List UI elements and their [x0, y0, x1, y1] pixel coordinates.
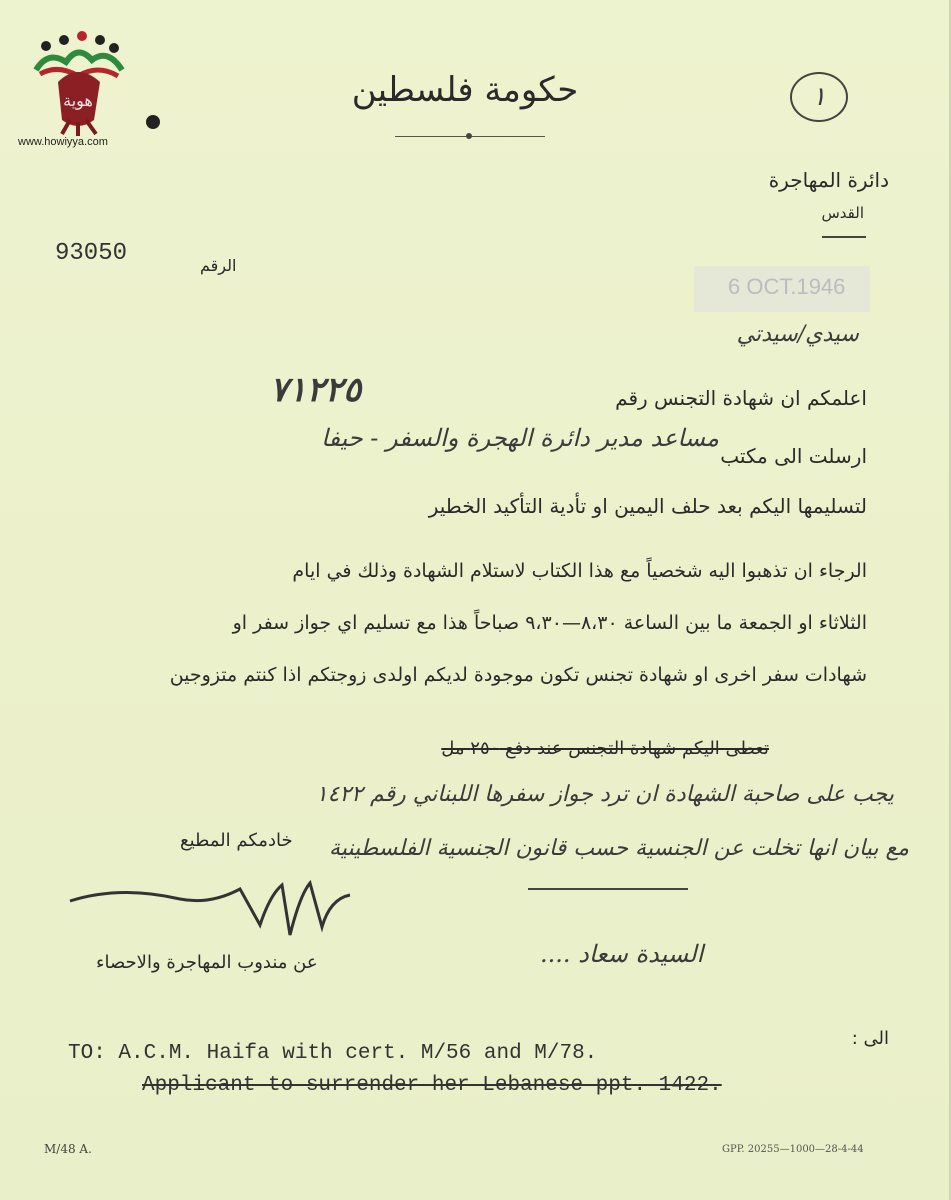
body-paragraph-line-2: الثلاثاء او الجمعة ما بين الساعة ٨،٣٠—٩،٣٠ صباحاً هذا مع تسليم اي جواز سفر او [232, 612, 867, 634]
stamp-date: 6 OCT.1946 [728, 274, 846, 299]
circled-mark-text: ١ [812, 82, 826, 112]
title-rule-dot [466, 133, 472, 139]
ink-blot [146, 115, 160, 129]
certificate-number: ٧١٢٢٥ [270, 370, 362, 410]
body-paragraph-line-3: شهادات سفر اخرى او شهادة تجنس تكون موجودة لديكم اولدى زوجتكم اذا كنتم متزوجين [169, 664, 867, 686]
logo-url: www.howiyya.com [18, 136, 108, 148]
body-line-1: اعلمكم ان شهادة التجنس رقم [615, 386, 867, 410]
on-behalf-line: عن مندوب المهاجرة والاحصاء [96, 952, 318, 973]
struck-fee-line: تعطى اليكم شهادة التجنس عند دفع ٢٥٠ مل [441, 738, 769, 759]
handwritten-note-line-2: مع بيان انها تخلت عن الجنسية حسب قانون الجنسية الفلسطينية [329, 836, 909, 861]
logo-wordmark: هوية [63, 91, 93, 110]
department-name: دائرة المهاجرة [768, 168, 889, 192]
howiyya-logo [18, 22, 138, 152]
file-number-label: الرقم [200, 256, 237, 275]
signature-scrawl [60, 855, 360, 945]
note-underline [528, 888, 688, 890]
to-line: TO: A.C.M. Haifa with cert. M/56 and M/78. [68, 1042, 598, 1065]
circled-mark [790, 72, 848, 122]
date-stamp [694, 266, 870, 312]
body-line-2-handwritten: مساعد مدير دائرة الهجرة والسفر - حيفا [321, 424, 719, 452]
closing: خادمكم المطيع [180, 830, 293, 851]
to-label-arabic: الى : [851, 1028, 889, 1049]
government-title: حكومة فلسطين [351, 70, 579, 110]
printer-code: GPP. 20255—1000—28-4-44 [722, 1144, 864, 1155]
salutation: سيدي/سيدتي [736, 322, 859, 347]
surrender-line-struck: Applicant to surrender her Lebanese ppt. 1422. [142, 1074, 722, 1097]
body-line-2-printed: ارسلت الى مكتب [720, 444, 867, 468]
form-code: M/48 A. [44, 1142, 92, 1156]
tree-logo-icon [18, 22, 138, 137]
body-line-3: لتسليمها اليكم بعد حلف اليمين او تأدية التأكيد الخطير [428, 494, 867, 518]
body-paragraph-line-1: الرجاء ان تذهبوا اليه شخصياً مع هذا الكتاب لاستلام الشهادة وذلك في ايام [292, 560, 867, 582]
addressee-handwritten: السيدة سعاد .... [540, 940, 704, 968]
city-underline [822, 236, 866, 238]
handwritten-note-line-1: يجب على صاحبة الشهادة ان ترد جواز سفرها اللبناني رقم ١٤٢٢ [315, 782, 894, 807]
file-number: 93050 [55, 240, 128, 267]
department-city: القدس [821, 204, 864, 222]
